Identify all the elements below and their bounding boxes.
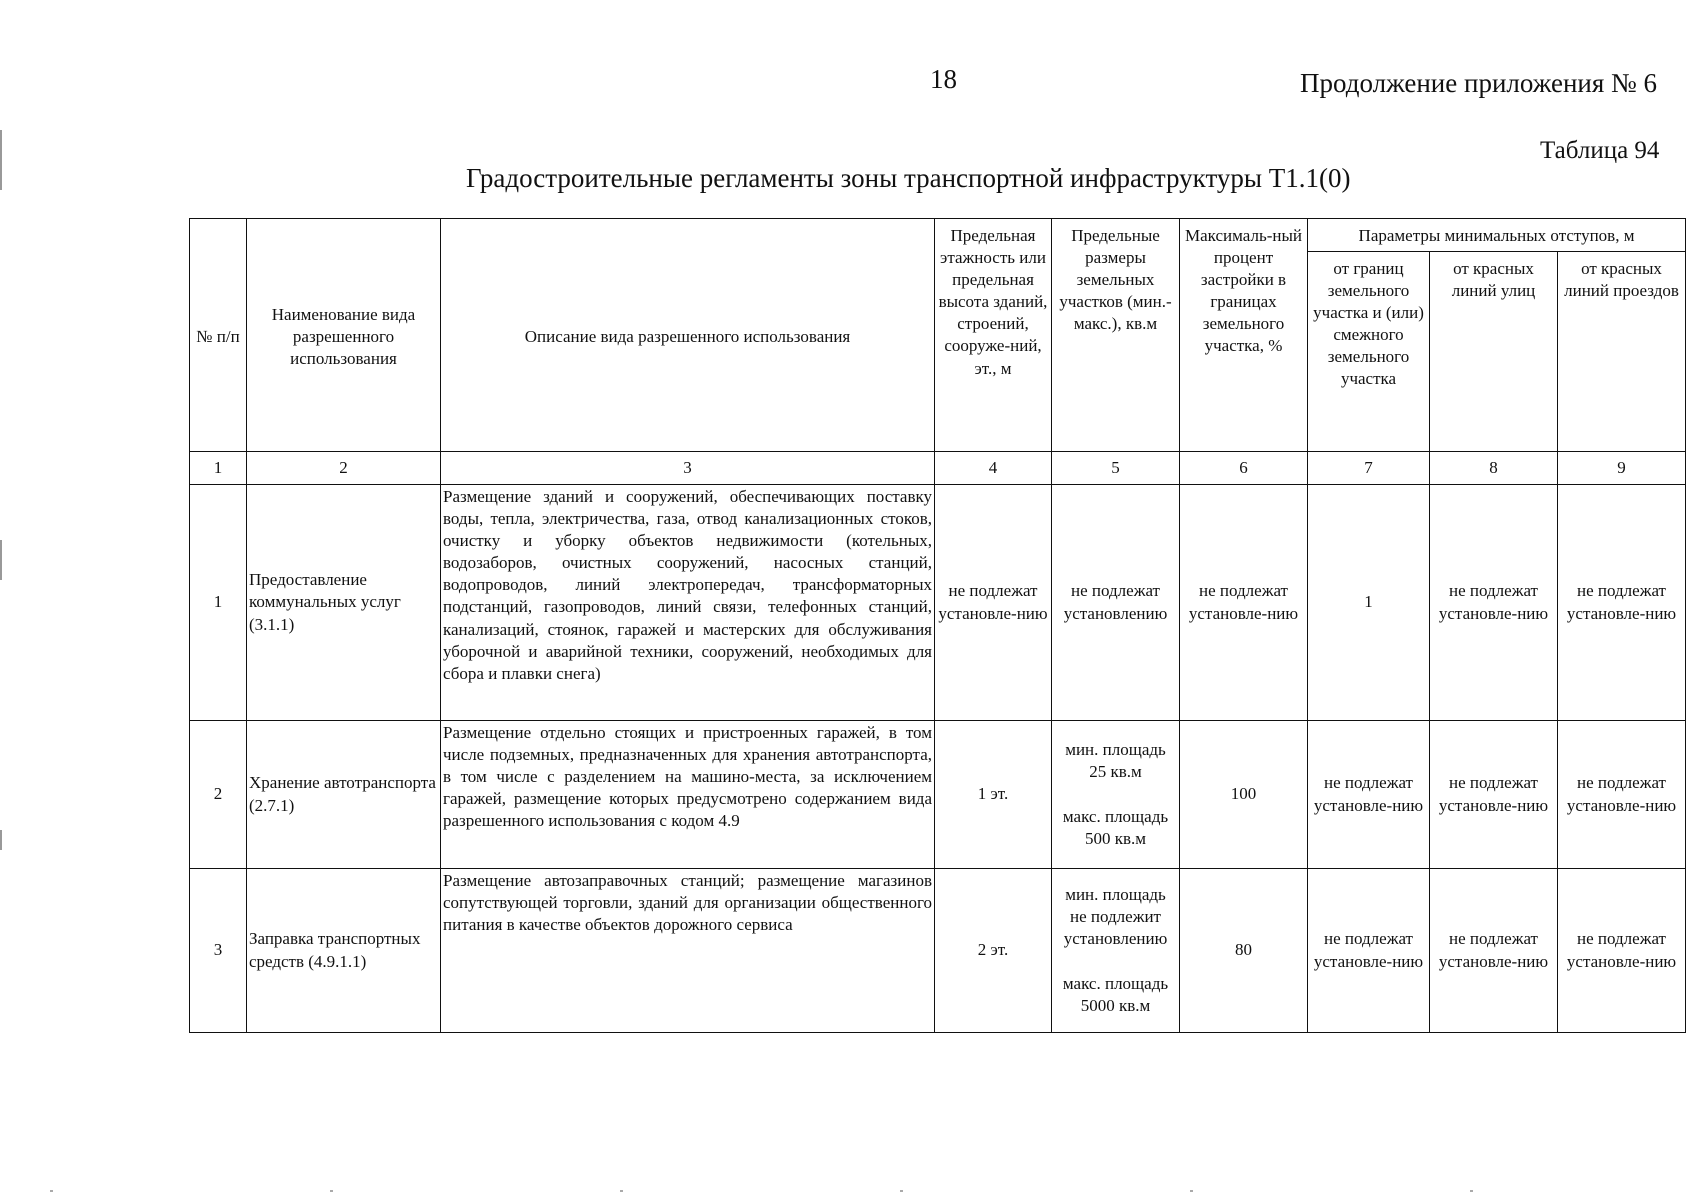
- header-row: [190, 219, 1686, 252]
- column-number: 8: [1430, 452, 1558, 485]
- header-setbacks-group: Параметры минимальных отступов, м: [1308, 219, 1686, 252]
- header-floors: Предельная этажность или предельная высота зданий, строений, сооруже-ний, эт., м: [935, 219, 1052, 452]
- scan-dot: [330, 1190, 333, 1192]
- row-plot-size: [1052, 485, 1180, 721]
- column-number: 3: [441, 452, 935, 485]
- row-setback-plot: не подлежат установле-нию: [1308, 869, 1430, 1033]
- row-num: 3: [190, 869, 247, 1033]
- scan-dot: [900, 1190, 903, 1192]
- header-plot-size: Предельные размеры земельных участков (мин.-макс.), кв.м: [1052, 219, 1180, 452]
- scan-dot: [620, 1190, 623, 1192]
- header-setback-passages: от красных линий проездов: [1558, 252, 1686, 452]
- document-title: Градостроительные регламенты зоны транспортной инфраструктуры Т1.1(0): [466, 163, 1351, 193]
- header-name: Наименование вида разрешенного использования: [247, 219, 441, 452]
- column-number: 5: [1052, 452, 1180, 485]
- row-setback-passages: не подлежат установле-нию: [1558, 485, 1686, 721]
- table-row: [190, 485, 1686, 721]
- scan-edge-mark: [0, 540, 2, 580]
- header-coverage: Максималь-ный процент застройки в границах земельного участка, %: [1180, 219, 1308, 452]
- table-number: Таблица 94: [1540, 137, 1660, 164]
- regulations-table: [189, 218, 1686, 1033]
- row-plot-min: мин. площадь не подлежит установлению: [1063, 885, 1168, 949]
- header-num: № п/п: [190, 219, 247, 452]
- row-plot-min: мин. площадь 25 кв.м: [1065, 740, 1166, 782]
- row-name: Хранение автотранспорта (2.7.1): [247, 721, 441, 869]
- column-number-row: [190, 452, 1686, 485]
- row-num: 1: [190, 485, 247, 721]
- column-number: 9: [1558, 452, 1686, 485]
- column-number: 6: [1180, 452, 1308, 485]
- scan-dot: [50, 1190, 53, 1192]
- scan-dot: [1190, 1190, 1193, 1192]
- scan-edge-mark: [0, 130, 2, 190]
- page-number: 18: [930, 64, 957, 94]
- row-floors: 1 эт.: [935, 721, 1052, 869]
- table-row: [190, 869, 1686, 1033]
- header-description: Описание вида разрешенного использования: [441, 219, 935, 452]
- table-row: [190, 721, 1686, 869]
- row-coverage: 80: [1180, 869, 1308, 1033]
- row-name: Заправка транспортных средств (4.9.1.1): [247, 869, 441, 1033]
- row-setback-passages: не подлежат установле-нию: [1558, 869, 1686, 1033]
- header-setback-plot: от границ земельного участка и (или) смежного земельного участка: [1308, 252, 1430, 452]
- appendix-title: Продолжение приложения № 6: [1300, 68, 1658, 98]
- row-floors: не подлежат установле-нию: [935, 485, 1052, 721]
- row-setback-streets: не подлежат установле-нию: [1430, 721, 1558, 869]
- row-name: Предоставление коммунальных услуг (3.1.1): [247, 485, 441, 721]
- row-description: Размещение отдельно стоящих и пристроенных гаражей, в том числе подземных, предназначенных для хранения автотранспорта, в том числе с разделением на машино-места, за исключением гаражей, размещение которых предусмотрено содержанием вида разрешенного использования с кодом 4.9: [441, 721, 935, 869]
- scan-dot: [1470, 1190, 1473, 1192]
- column-number: 4: [935, 452, 1052, 485]
- column-number: 1: [190, 452, 247, 485]
- row-setback-passages: не подлежат установле-нию: [1558, 721, 1686, 869]
- row-setback-streets: не подлежат установле-нию: [1430, 869, 1558, 1033]
- row-plot-max: макс. площадь 500 кв.м: [1062, 806, 1169, 848]
- row-description: Размещение автозаправочных станций; размещение магазинов сопутствующей торговли, зданий для организации общественного питания в качестве объектов дорожного сервиса: [441, 869, 935, 1033]
- column-number: 2: [247, 452, 441, 485]
- header-setback-streets: от красных линий улиц: [1430, 252, 1558, 452]
- scan-edge-mark: [0, 830, 2, 850]
- row-floors: 2 эт.: [935, 869, 1052, 1033]
- row-plot-max: макс. площадь 5000 кв.м: [1062, 973, 1169, 1015]
- row-plot-size: [1052, 721, 1180, 869]
- column-number: 7: [1308, 452, 1430, 485]
- row-setback-plot: 1: [1308, 485, 1430, 721]
- row-coverage: не подлежат установле-нию: [1180, 485, 1308, 721]
- row-plot-min: не подлежат установлению: [1063, 581, 1168, 623]
- row-description: Размещение зданий и сооружений, обеспечивающих поставку воды, тепла, электричества, газа, отвод канализационных стоков, очистку и уборку объектов недвижимости (котельных, водозаборов, очистных сооружений, насосных станций, водопроводов, линий электропередач, трансформаторных подстанций, газопроводов, линий связи, телефонных станций, канализаций, стоянок, гаражей и мастерских для обслуживания уборочной и аварийной техники, сооружений, необходимых для сбора и плавки снега): [441, 485, 935, 721]
- row-setback-plot: не подлежат установле-нию: [1308, 721, 1430, 869]
- row-setback-streets: не подлежат установле-нию: [1430, 485, 1558, 721]
- row-plot-size: [1052, 869, 1180, 1033]
- row-coverage: 100: [1180, 721, 1308, 869]
- row-num: 2: [190, 721, 247, 869]
